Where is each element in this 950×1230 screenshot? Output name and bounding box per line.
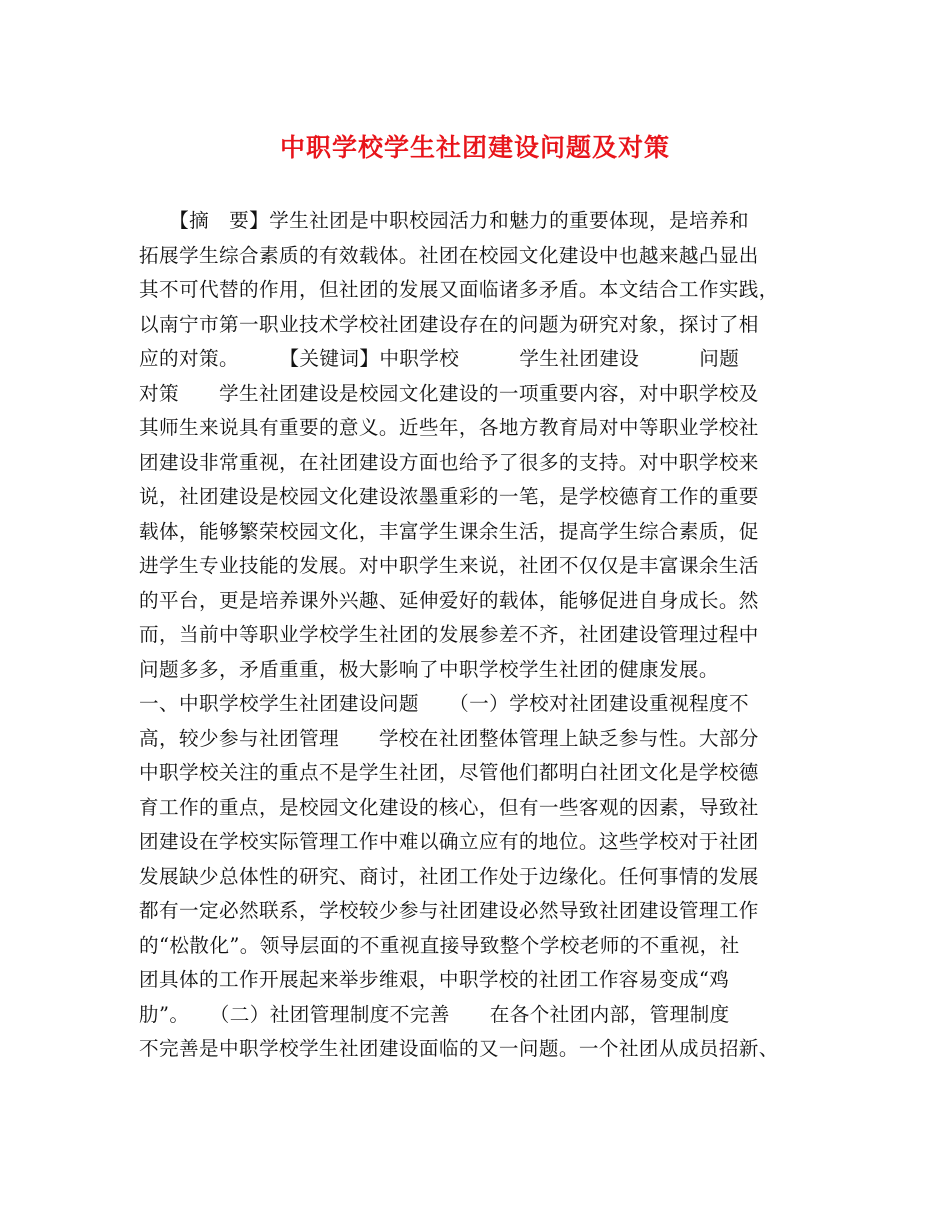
body-line: 【摘 要】学生社团是中职校园活力和魅力的重要体现，是培养和 — [139, 209, 750, 232]
body-line: 载体，能够繁荣校园文化，丰富学生课余生活，提高学生综合素质，促 — [139, 519, 759, 543]
body-line: 团具体的工作开展起来举步维艰，中职学校的社团工作容易变成“鸡 — [139, 968, 730, 991]
body-line: 不完善是中职学校学生社团建设面临的又一问题。一个社团从成员招新、 — [139, 1037, 779, 1060]
body-line: 中职学校关注的重点不是学生社团，尽管他们都明白社团文化是学校德 — [139, 761, 759, 784]
body-line: 的平台，更是培养课外兴趣、延伸爱好的载体，能够促进自身成长。然 — [139, 588, 759, 612]
body-line: 问题多多，矛盾重重，极大影响了中职学校学生社团的健康发展。 — [139, 657, 719, 681]
body-line: 对策 学生社团建设是校园文化建设的一项重要内容，对中职学校及 — [139, 381, 759, 405]
body-line: 肋”。 （二）社团管理制度不完善 在各个社团内部，管理制度 — [139, 1002, 730, 1026]
body-line: 说，社团建设是校园文化建设浓墨重彩的一笔，是学校德育工作的重要 — [139, 485, 759, 508]
body-line: 都有一定必然联系，学校较少参与社团建设必然导致社团建设管理工作 — [139, 899, 759, 922]
body-line: 进学生专业技能的发展。对中职学生来说，社团不仅仅是丰富课余生活 — [139, 554, 759, 577]
body-line: 一、中职学校学生社团建设问题 （一）学校对社团建设重视程度不 — [139, 692, 750, 715]
body-line: 育工作的重点，是校园文化建设的核心，但有一些客观的因素，导致社 — [139, 795, 759, 819]
body-line: 的“松散化”。领导层面的不重视直接导致整个学校老师的不重视，社 — [139, 933, 740, 957]
body-line: 拓展学生综合素质的有效载体。社团在校园文化建设中也越来越凸显出 — [139, 243, 759, 267]
body-line: 团建设在学校实际管理工作中难以确立应有的地位。这些学校对于社团 — [139, 830, 759, 853]
body-line: 以南宁市第一职业技术学校社团建设存在的问题为研究对象，探讨了相 — [139, 312, 759, 336]
body-line: 团建设非常重视，在社团建设方面也给予了很多的支持。对中职学校来 — [139, 450, 759, 474]
document-body — [139, 204, 819, 1067]
body-line: 其师生来说具有重要的意义。近些年，各地方教育局对中等职业学校社 — [139, 416, 759, 439]
document-title: 中职学校学生社团建设问题及对策 — [279, 133, 670, 162]
body-line: 而，当前中等职业学校学生社团的发展参差不齐，社团建设管理过程中 — [139, 623, 759, 646]
body-line: 应的对策。 【关键词】中职学校 学生社团建设 问题 — [139, 347, 740, 370]
body-line: 其不可代替的作用，但社团的发展又面临诸多矛盾。本文结合工作实践， — [139, 278, 779, 301]
body-line: 发展缺少总体性的研究、商讨，社团工作处于边缘化。任何事情的发展 — [139, 864, 759, 888]
body-line: 高，较少参与社团管理 学校在社团整体管理上缺乏参与性。大部分 — [139, 726, 759, 750]
